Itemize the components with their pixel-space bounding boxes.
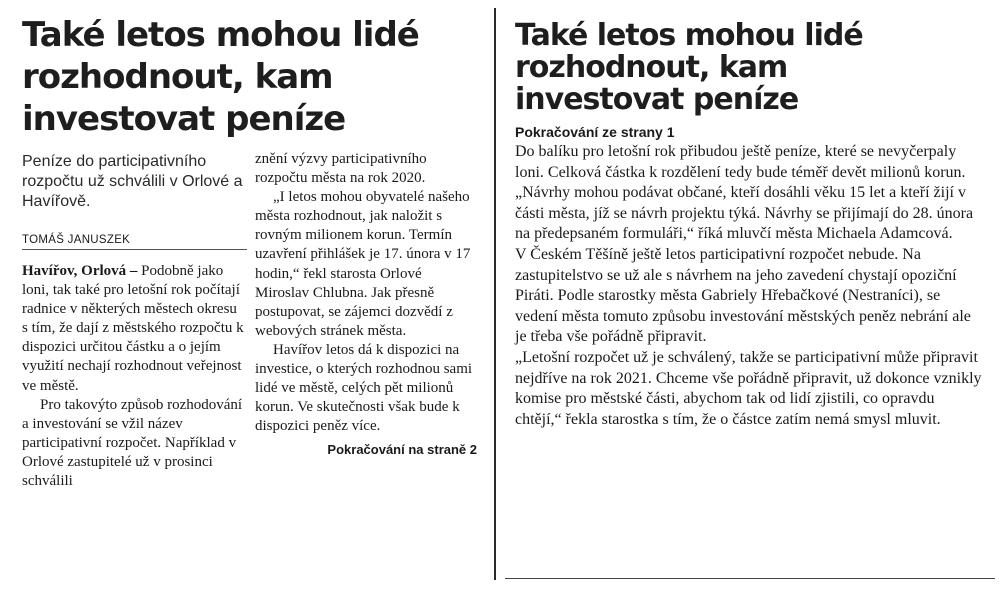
lead-paragraph: Peníze do participativního rozpočtu už schválili v Orlové a Havířově. — [22, 153, 243, 210]
body-column-1 — [22, 262, 244, 491]
headline-left-line-3: investovat peníze — [22, 99, 346, 139]
body-text: Podobně jako loni, tak také pro letošní rok počítají radnice v některých městech okresu s tím, že dají z městského rozpočtu k dispozici určitou částku a o jejím využití nechají rozhodnout veřejnost ve městě. — [22, 263, 244, 394]
headline-right-line-3: investovat peníze — [515, 82, 799, 117]
body-paragraph — [22, 262, 244, 396]
body-paragraph: Pro takovýto způsob rozhodování a investování se vžil název participativní rozpočet. Například v Orlové zastupitelé už v prosinci schválili — [22, 396, 243, 490]
headline-right-line-1: Také letos mohou lidé — [515, 18, 863, 53]
continued-on-page-2: Pokračování na straně 2 — [327, 442, 477, 458]
bottom-rule — [505, 578, 995, 579]
headline-left-line-2: rozhodnout, kam — [22, 57, 333, 97]
headline-left-line-1: Také letos mohou lidé — [22, 15, 419, 55]
continued-from-page-1: Pokračování ze strany 1 — [515, 124, 675, 140]
headline-right — [515, 20, 995, 116]
body-paragraph: V Českém Těšíně ještě letos participativní rozpočet nebude. Na zastupitelstvo se už ale s návrhem na jeho zavedení chystají opoziční Piráti. Podle starostky města Gabriely Hřebačkové (Nestraníci), se vedení města tomuto způsobu investování městských peněz nebrání ale je třeba vše pořádně připravit. — [515, 245, 971, 346]
body-paragraph: „Návrhy mohou podávat občané, kteří dosáhli věku 15 let a kteří žijí v části města, jíž se návrh projektu týká. Návrhy se přijímají do 28. února na předepsaném formuláři,“ říká mluvčí města Michaela Adamcová. — [515, 184, 974, 243]
headline-right-line-2: rozhodnout, kam — [515, 50, 788, 85]
body-paragraph: Do balíku pro letošní rok přibudou ještě peníze, které se nevyčerpaly loni. Celková částka k rozdělení tedy bude téměř devět milionů korun. — [515, 143, 966, 181]
body-paragraph: „I letos mohou obyvatelé našeho města rozhodnout, jak naložit s rovným milionem korun. Termín uzavření přihlášek je 17. února v 17 hodin,“ řekl starosta Orlové Miroslav Chlubna. Jak přesně postupovat, se zájemci dozvědí z webových stránek města. — [255, 189, 471, 339]
author-byline: TOMÁŠ JANUSZEK — [22, 234, 247, 250]
body-paragraph: Havířov letos dá k dispozici na investice, o kterých rozhodnou sami lidé ve městě, celých pět milionů korun. Ve skutečnosti však bude k dispozici peněz více. — [255, 341, 473, 435]
body-paragraph: znění výzvy participativního rozpočtu města na rok 2020. — [255, 151, 427, 187]
body-column-2 — [255, 150, 477, 460]
headline-left — [22, 14, 492, 140]
body-paragraph: „Letošní rozpočet už je schválený, takže se participativní může připravit nejdříve na rok 2021. Chceme vše pořádně připravit, už dokonce vznikly komise pro městské části, abychom tak od lidí zjistili, co opravdu chtějí,“ řekla starostka s tím, že o částce zatím nemá smysl mluvit. — [515, 348, 982, 428]
column-divider — [494, 8, 496, 580]
body-column-continuation — [515, 142, 985, 430]
dateline: Havířov, Orlová – — [22, 263, 138, 279]
